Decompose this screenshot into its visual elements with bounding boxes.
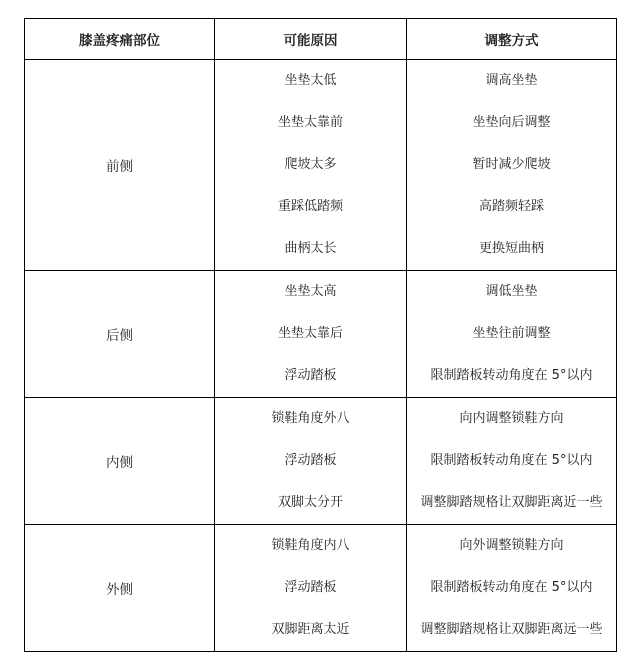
cause-item: 曲柄太长 (284, 241, 337, 256)
header-pain-location: 膝盖疼痛部位 (25, 19, 215, 60)
cause-item: 锁鞋角度内八 (271, 538, 350, 553)
header-possible-cause: 可能原因 (215, 19, 407, 60)
adjustment-item: 调高坐垫 (485, 73, 538, 88)
adjustment-item: 限制踏板转动角度在 5°以内 (430, 368, 593, 383)
adjustment-list-cell (407, 60, 617, 271)
knee-pain-table (24, 18, 617, 652)
cause-list-cell (215, 398, 407, 525)
adjustment-list-cell (407, 398, 617, 525)
cause-item: 坐垫太低 (284, 73, 337, 88)
adjustment-item: 限制踏板转动角度在 5°以内 (430, 453, 593, 468)
adjustment-item: 坐垫向后调整 (472, 115, 551, 130)
adjustment-item: 暂时减少爬坡 (472, 157, 551, 172)
cause-list-cell (215, 525, 407, 652)
pain-location-cell: 后侧 (25, 271, 215, 398)
table-row (25, 60, 617, 271)
cause-item: 浮动踏板 (284, 453, 337, 468)
table-row (25, 271, 617, 398)
adjustment-item: 高踏频轻踩 (478, 199, 544, 214)
adjustment-item: 坐垫往前调整 (472, 326, 551, 341)
adjustment-item: 限制踏板转动角度在 5°以内 (430, 580, 593, 595)
adjustment-list-cell (407, 271, 617, 398)
cause-item: 重踩低踏频 (277, 199, 343, 214)
header-adjustment: 调整方式 (407, 19, 617, 60)
adjustment-item: 调整脚踏规格让双脚距离远一些 (420, 622, 603, 637)
cause-list-cell (215, 60, 407, 271)
cause-item: 浮动踏板 (284, 368, 337, 383)
cause-item: 坐垫太高 (284, 284, 337, 299)
adjustment-item: 向外调整锁鞋方向 (459, 538, 564, 553)
adjustment-item: 调整脚踏规格让双脚距离近一些 (420, 495, 603, 510)
cause-item: 爬坡太多 (284, 157, 337, 172)
adjustment-list-cell (407, 525, 617, 652)
cause-item: 坐垫太靠前 (277, 115, 343, 130)
cause-item: 双脚距离太近 (271, 622, 350, 637)
pain-location-cell: 外侧 (25, 525, 215, 652)
cause-item: 锁鞋角度外八 (271, 411, 350, 426)
table-row (25, 398, 617, 525)
adjustment-item: 调低坐垫 (485, 284, 538, 299)
adjustment-item: 更换短曲柄 (478, 241, 544, 256)
pain-location-cell: 前侧 (25, 60, 215, 271)
cause-item: 双脚太分开 (277, 495, 343, 510)
adjustment-item: 向内调整锁鞋方向 (459, 411, 564, 426)
cause-item: 浮动踏板 (284, 580, 337, 595)
table-body (25, 60, 617, 652)
cause-item: 坐垫太靠后 (277, 326, 343, 341)
header-row (25, 19, 617, 60)
cause-list-cell (215, 271, 407, 398)
table-row (25, 525, 617, 652)
pain-location-cell: 内侧 (25, 398, 215, 525)
